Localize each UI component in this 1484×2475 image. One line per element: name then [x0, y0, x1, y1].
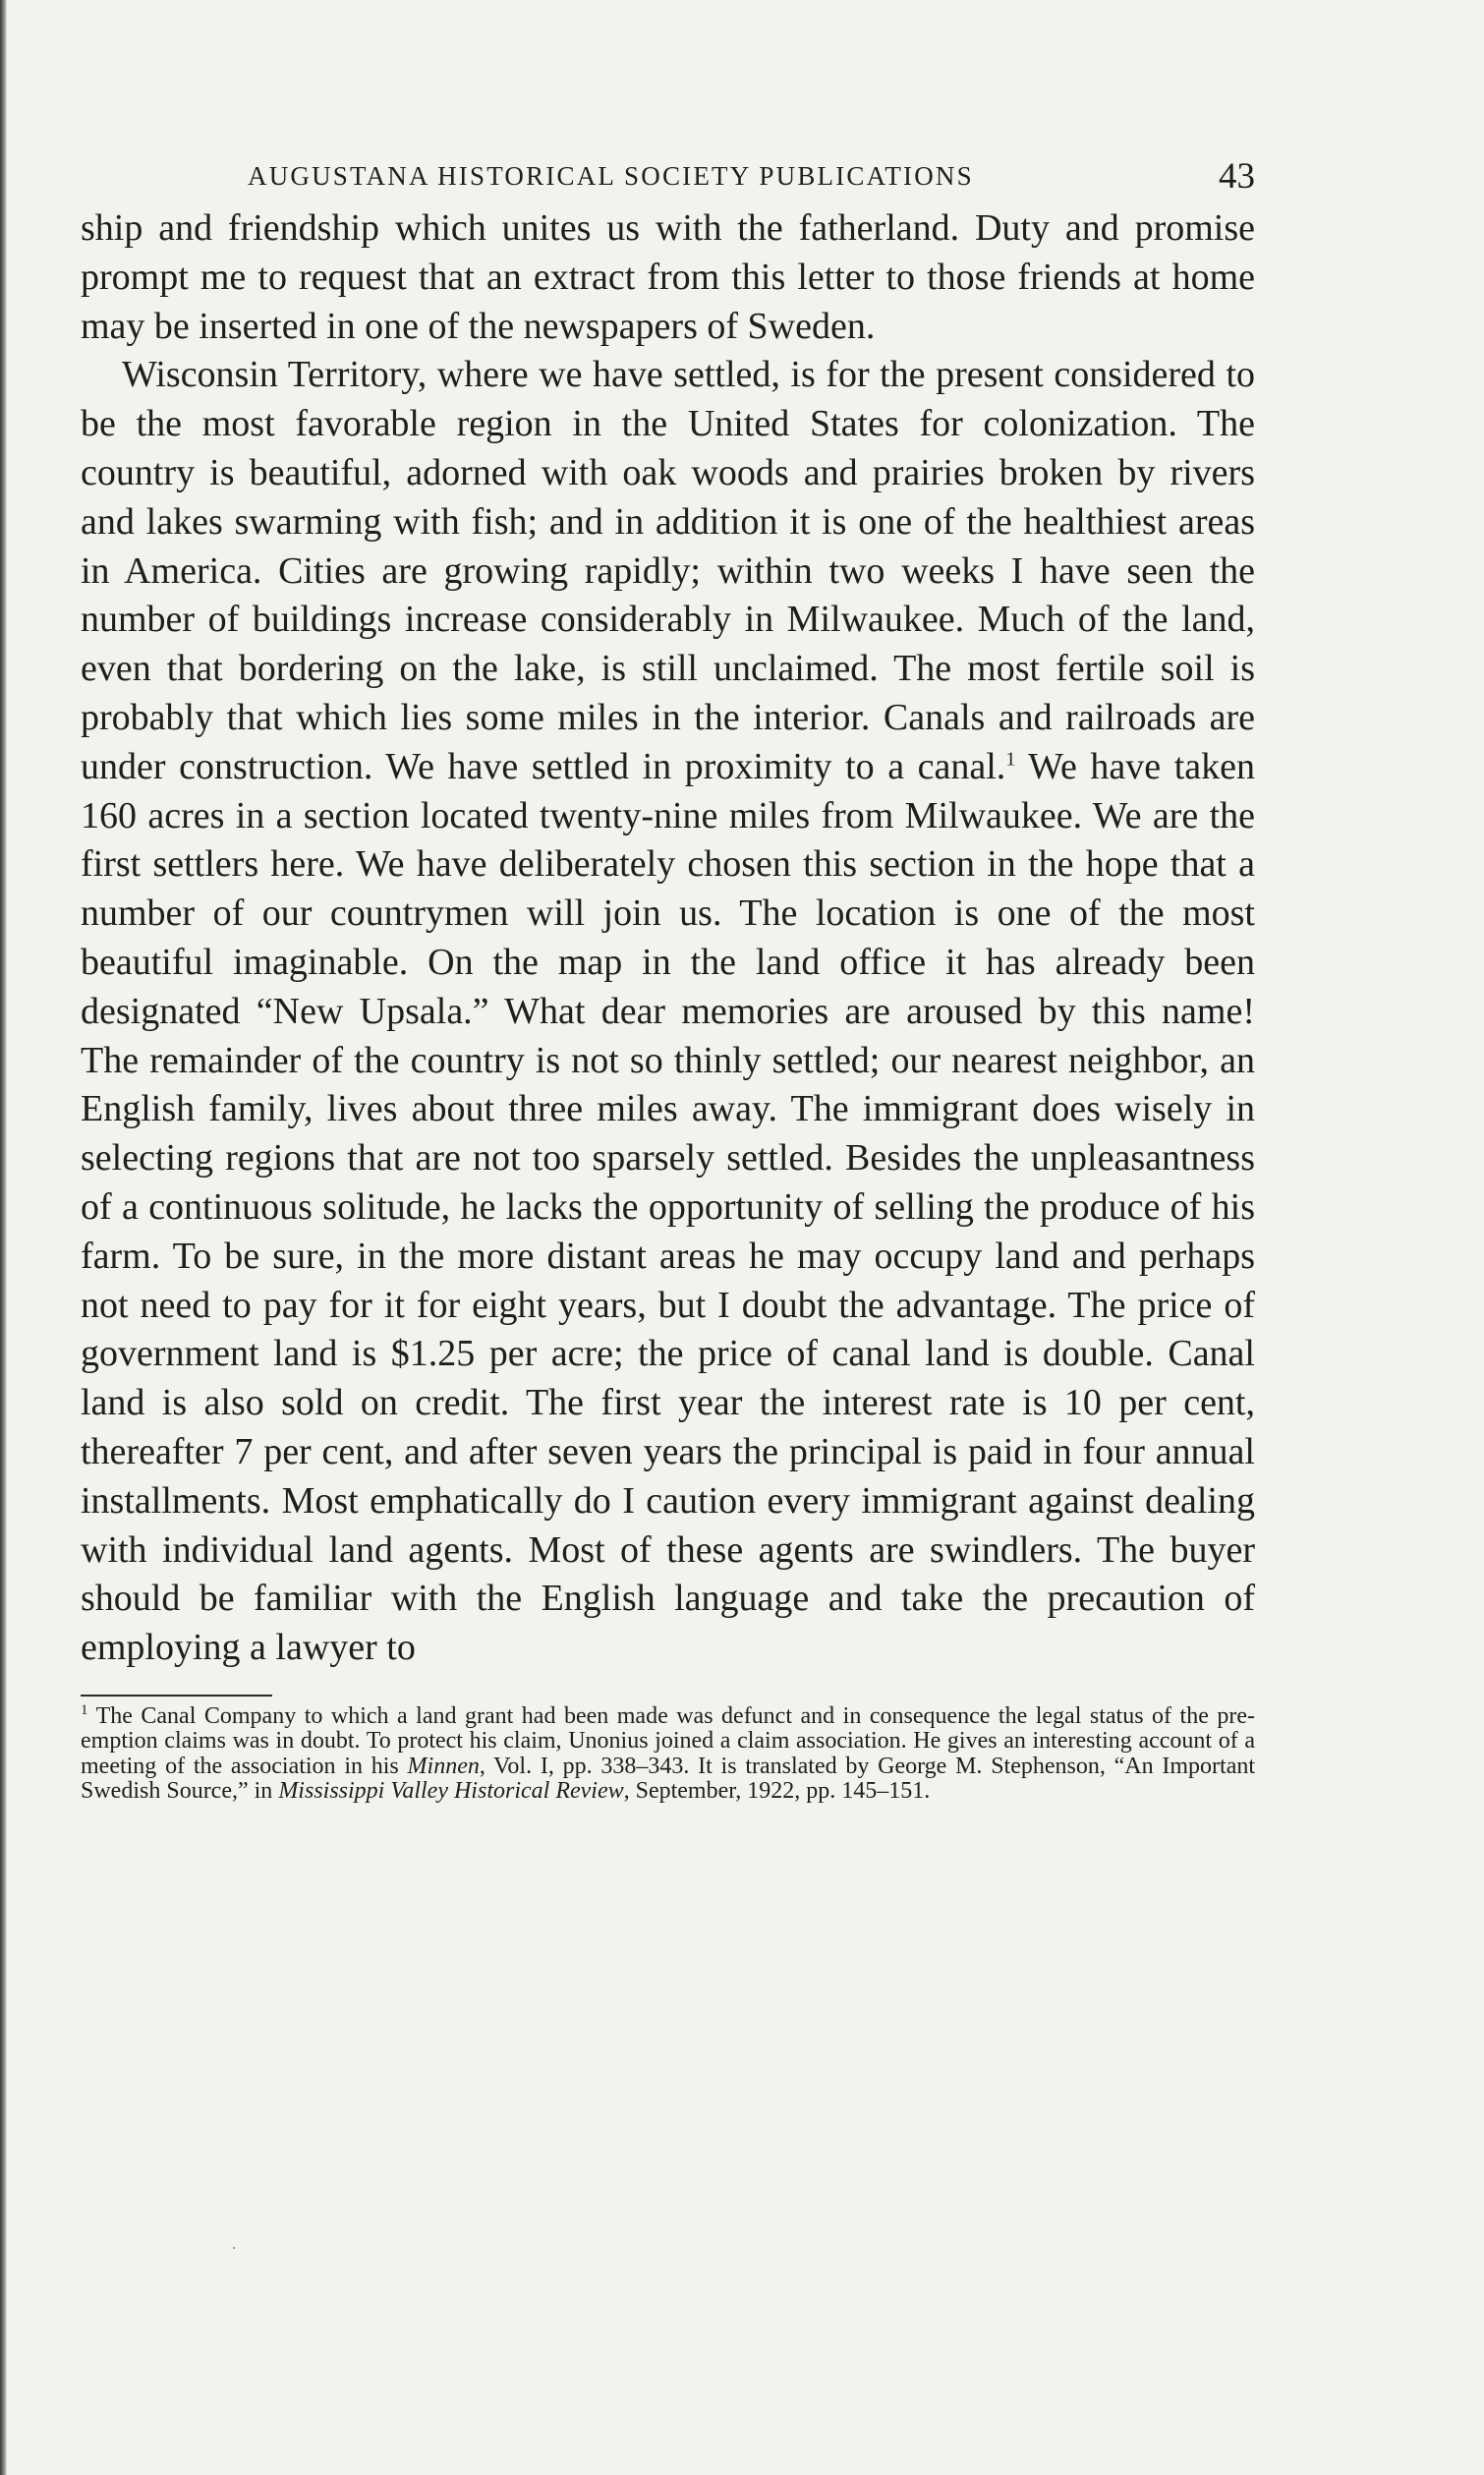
paragraph-text: We have taken 160 acres in a section located twenty-nine miles from Milwaukee. We are the first settlers here. We have deliberately chosen this section in the hope that a number of our countrymen will join us. The location is one of the most beautiful imaginable. On the map in the land office it has already been designated “New Upsala.” What dear memories are aroused by this name! The remainder of the country is not so thinly settled; our nearest neighbor, an English family, lives about three miles away. The immigrant does wisely in selecting regions that are not too sparsely settled. Besides the unpleasantness of a continuous solitude, he lacks the opportunity of selling the produce of his farm. To be sure, in the more distant areas he may occupy land and perhaps not need to pay for it for eight years, but I doubt the advantage. The price of government land is $1.25 per acre; the price of canal land is double. Canal land is also sold on credit. The first year the interest rate is 10 per cent, thereafter 7 per cent, and after seven years the principal is paid in four annual installments. Most emphatically do I caution every immigrant against dealing with individual land agents. Most of these agents are swindlers. The buyer should be familiar with the English language and take the precaution of employing a lawyer to	[81, 745, 1255, 1669]
page-number: 43	[1219, 156, 1255, 197]
footnote-text: The Canal Company to which a land grant had been made was defunct and in consequence the legal status of the pre-emption claims was in doubt. To protect his claim, Unonius joined a claim association. He gives an interesting account of a meeting of the association in his	[81, 1702, 1255, 1779]
paragraph: ship and friendship which unites us with the fatherland. Duty and promise prompt me to request that an extract from this letter to those friends at home may be inserted in one of the newspapers of Sweden.	[81, 207, 1255, 347]
running-title: AUGUSTANA HISTORICAL SOCIETY PUBLICATIONS	[248, 161, 974, 191]
footnote-text: , September, 1922, pp. 145–151.	[623, 1778, 931, 1805]
paragraph	[81, 351, 1255, 1673]
footnote-marker: 1	[81, 1701, 88, 1718]
page-binding-edge	[0, 0, 7, 2475]
book-page	[81, 155, 1255, 1805]
running-header	[81, 155, 1255, 204]
footnote-book-title: Minnen	[407, 1753, 480, 1779]
footnote-text: , Vol. I, pp. 338–343. It is translated by George M. Stephenson, “An Important Swedish Source,” in	[81, 1753, 1256, 1805]
paper-speck	[233, 2247, 235, 2249]
footnote-journal-title: Mississippi Valley Historical Review	[278, 1778, 624, 1805]
footnote	[81, 1701, 1256, 1805]
body-text	[81, 204, 1255, 1673]
footnote-divider	[81, 1695, 272, 1697]
footnote-reference: 1	[1005, 748, 1016, 771]
paragraph-text: Wisconsin Territory, where we have settled, is for the present considered to be the most favorable region in the United States for colonization. The country is beautiful, adorned with oak woods and prairies broken by rivers and lakes swarming with fish; and in addition it is one of the healthiest areas in America. Cities are growing rapidly; within two weeks I have seen the number of buildings increase considerably in Milwaukee. Much of the land, even that bordering on the lake, is still unclaimed. The most fertile soil is probably that which lies some miles in the interior. Canals and railroads are under construction. We have settled in proximity to a canal.	[81, 354, 1255, 787]
